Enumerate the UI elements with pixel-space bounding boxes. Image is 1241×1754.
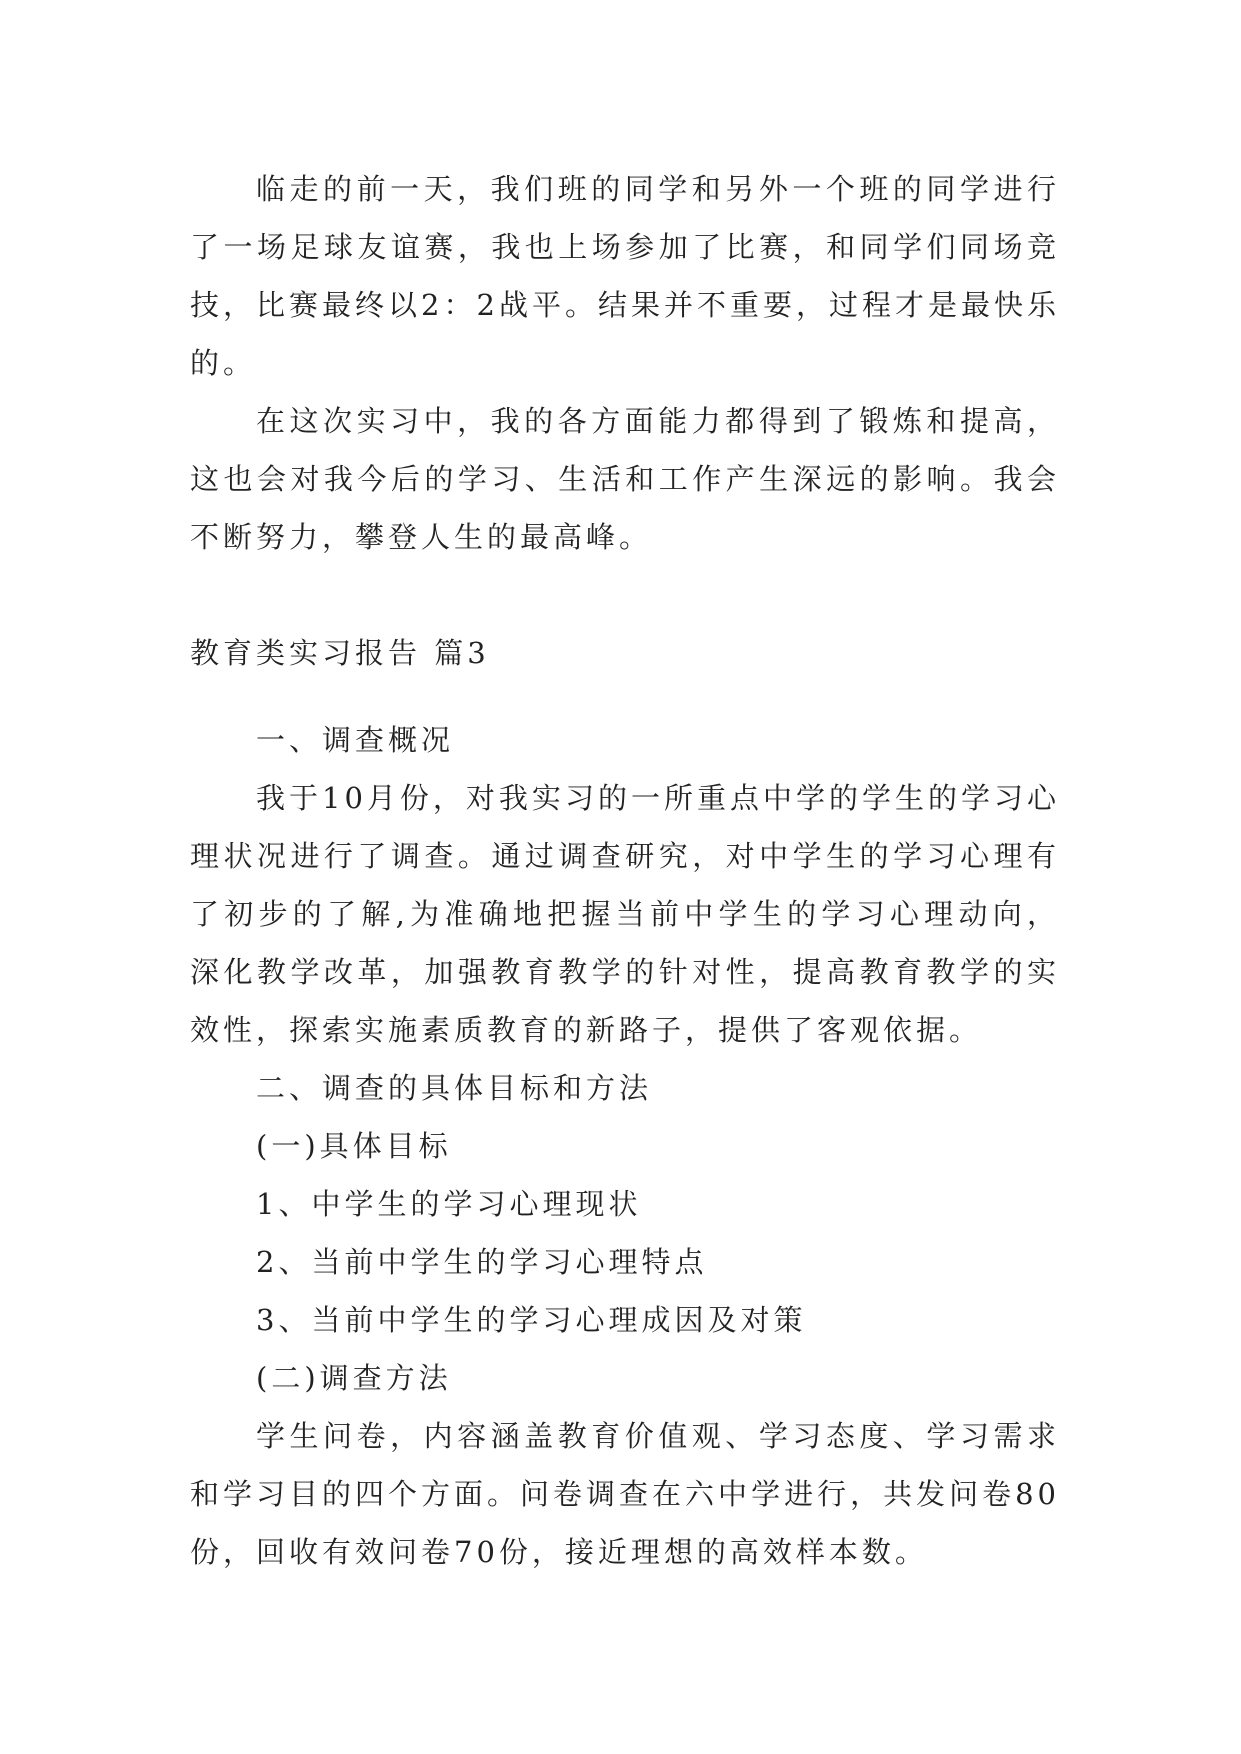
list-item-goal-2: 2、当前中学生的学习心理特点 — [256, 1245, 708, 1279]
paragraph-survey-overview: 我于10月份，对我实习的一所重点中学的学生的学习心理状况进行了调查。通过调查研究，对中学生的学习心理有了初步的了解,为准确地把握当前中学生的学习心理动向，深化教学改革，加强教育教学的针对性，提高教育教学的实效性，探索实施素质教育的新路子，提供了客观依据。 — [190, 781, 1060, 1047]
subheading-specific-goals: (一)具体目标 — [256, 1129, 452, 1163]
list-item-goal-3: 3、当前中学生的学习心理成因及对策 — [256, 1303, 807, 1337]
paragraph-football-match: 临走的前一天，我们班的同学和另外一个班的同学进行了一场足球友谊赛，我也上场参加了比赛，和同学们同场竞技，比赛最终以2：2战平。结果并不重要，过程才是最快乐的。 — [190, 172, 1060, 380]
heading-goals-methods: 二、调查的具体目标和方法 — [256, 1071, 653, 1105]
section-title: 教育类实习报告 篇3 — [190, 636, 490, 670]
subheading-survey-method: (二)调查方法 — [256, 1361, 452, 1395]
paragraph-internship-summary: 在这次实习中，我的各方面能力都得到了锻炼和提高，这也会对我今后的学习、生活和工作产生深远的影响。我会不断努力，攀登人生的最高峰。 — [190, 404, 1060, 554]
paragraph-survey-method: 学生问卷，内容涵盖教育价值观、学习态度、学习需求和学习目的四个方面。问卷调查在六中学进行，共发问卷80份，回收有效问卷70份，接近理想的高效样本数。 — [190, 1419, 1060, 1569]
heading-survey-overview: 一、调查概况 — [256, 723, 455, 757]
document-body — [190, 160, 1060, 1581]
list-item-goal-1: 1、中学生的学习心理现状 — [256, 1187, 642, 1221]
